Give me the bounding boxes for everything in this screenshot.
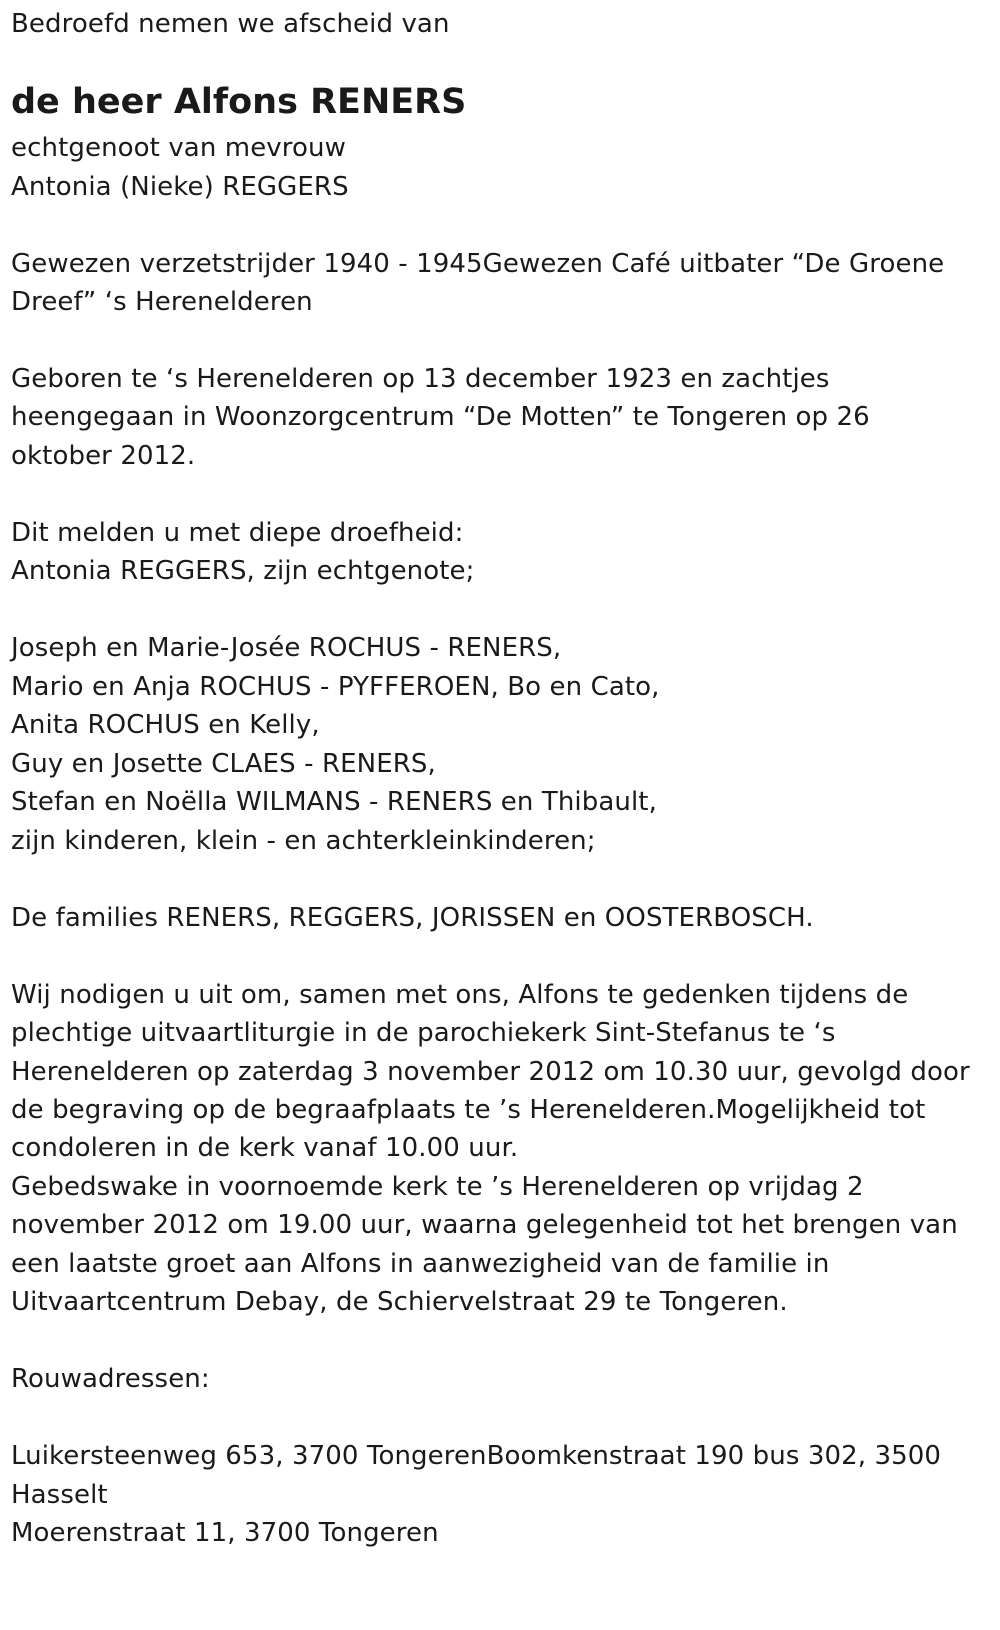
ceremony-line: Wij nodigen u uit om, samen met ons, Alfons te gedenken tijdens de [11, 980, 909, 1010]
announce-line: Dit melden u met diepe droefheid: [11, 518, 464, 548]
family-line: zijn kinderen, klein - en achterkleinkinderen; [11, 826, 596, 856]
family-line: Anita ROCHUS en Kelly, [11, 710, 320, 740]
ceremony-line: Gebedswake in voornoemde kerk te ’s Herenelderen op vrijdag 2 [11, 1172, 864, 1202]
ceremony-line: november 2012 om 19.00 uur, waarna gelegenheid tot het brengen van [11, 1210, 958, 1240]
family-line: Stefan en Noëlla WILMANS - RENERS en Thibault, [11, 787, 657, 817]
family-line: Guy en Josette CLAES - RENERS, [11, 749, 436, 779]
bio-line: Dreef” ‘s Herenelderen [11, 287, 313, 317]
families-line: De families RENERS, REGGERS, JORISSEN en OOSTERBOSCH. [11, 903, 814, 933]
address-line: Moerenstraat 11, 3700 Tongeren [11, 1518, 439, 1548]
birth-line: Geboren te ‘s Herenelderen op 13 december 1923 en zachtjes [11, 364, 830, 394]
address-line: Hasselt [11, 1480, 108, 1510]
ceremony-line: de begraving op de begraafplaats te ’s Herenelderen.Mogelijkheid tot [11, 1095, 926, 1125]
bio-line: Gewezen verzetstrijder 1940 - 1945Gewezen Café uitbater “De Groene [11, 249, 945, 279]
spouse-line: echtgenoot van mevrouw [11, 133, 346, 163]
ceremony-line: een laatste groet aan Alfons in aanwezigheid van de familie in [11, 1249, 830, 1279]
intro-text: Bedroefd nemen we afscheid van [11, 9, 450, 39]
birth-line: oktober 2012. [11, 441, 196, 471]
ceremony-line: Herenelderen op zaterdag 3 november 2012 om 10.30 uur, gevolgd door [11, 1057, 970, 1087]
addresses-heading: Rouwadressen: [11, 1364, 210, 1394]
spouse-line: Antonia (Nieke) REGGERS [11, 172, 349, 202]
announce-line: Antonia REGGERS, zijn echtgenote; [11, 556, 475, 586]
ceremony-line: Uitvaartcentrum Debay, de Schiervelstraat 29 te Tongeren. [11, 1287, 788, 1317]
address-line: Luikersteenweg 653, 3700 TongerenBoomkenstraat 190 bus 302, 3500 [11, 1441, 942, 1471]
deceased-name: de heer Alfons RENERS [11, 82, 467, 122]
ceremony-line: condoleren in de kerk vanaf 10.00 uur. [11, 1133, 519, 1163]
family-line: Mario en Anja ROCHUS - PYFFEROEN, Bo en Cato, [11, 672, 660, 702]
birth-line: heengegaan in Woonzorgcentrum “De Motten” te Tongeren op 26 [11, 402, 870, 432]
ceremony-line: plechtige uitvaartliturgie in de parochiekerk Sint-Stefanus te ‘s [11, 1018, 836, 1048]
family-line: Joseph en Marie-Josée ROCHUS - RENERS, [11, 633, 562, 663]
